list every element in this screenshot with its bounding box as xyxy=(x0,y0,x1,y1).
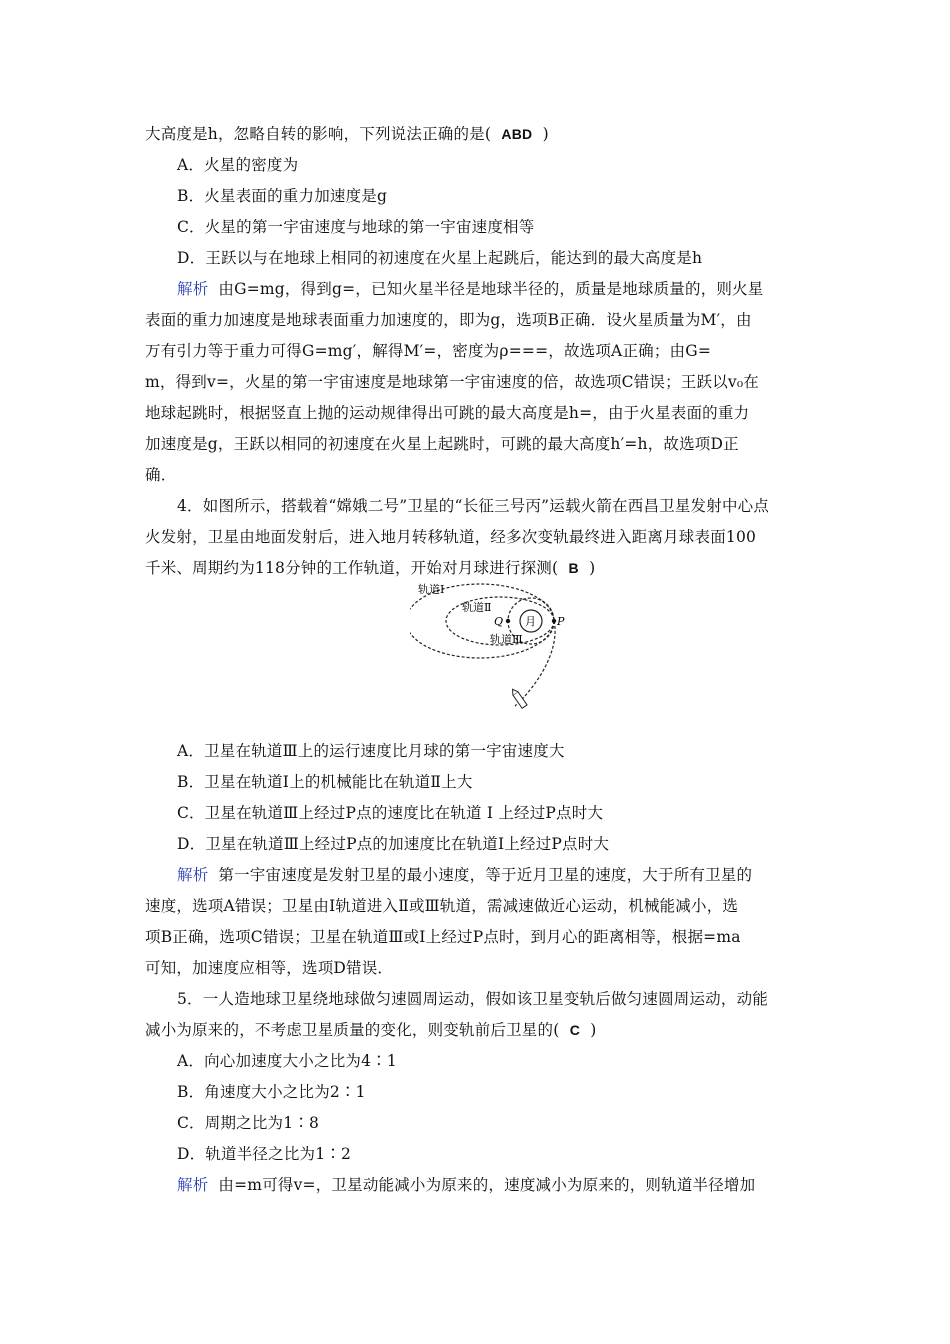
text-line: m，得到v=，火星的第一宇宙速度是地球第一宇宙速度的倍，故选项C错误；王跃以v₀在 xyxy=(145,373,759,391)
text-line: 万有引力等于重力可得G=mg′，解得M′=，密度为ρ===，故选项A正确；由G= xyxy=(145,342,712,360)
option-b: B．卫星在轨道Ⅰ上的机械能比在轨道Ⅱ上大 xyxy=(177,773,473,791)
line-text: 大高度是h，忽略自转的影响，下列说法正确的是( xyxy=(145,125,492,143)
answer-mark: B xyxy=(568,560,579,576)
analysis-label: 解析 xyxy=(177,280,209,298)
text-line xyxy=(145,124,810,144)
line-text: ) xyxy=(590,1021,597,1039)
label-moon: 月 xyxy=(525,615,536,628)
option-d: D．轨道半径之比为1∶2 xyxy=(177,1145,352,1163)
text-line: 速度，选项A错误；卫星由Ⅰ轨道进入Ⅱ或Ⅲ轨道，需减速做近心运动，机械能减小，选 xyxy=(145,897,739,915)
analysis-line xyxy=(177,279,842,299)
text-line: 项B正确，选项C错误；卫星在轨道Ⅲ或Ⅰ上经过P点时，到月心的距离相等，根据=ma xyxy=(145,928,741,946)
orbit-diagram xyxy=(410,578,600,720)
option-c: C．周期之比为1∶8 xyxy=(177,1114,320,1132)
option-a: A．火星的密度为 xyxy=(177,156,299,174)
analysis-label: 解析 xyxy=(177,1176,209,1194)
analysis-line xyxy=(177,865,842,885)
text-line: 表面的重力加速度是地球表面重力加速度的，即为g，选项B正确．设火星质量为M′，由 xyxy=(145,311,752,329)
text-line xyxy=(145,558,810,578)
analysis-label: 解析 xyxy=(177,866,209,884)
text-line: 确． xyxy=(145,466,177,484)
line-text: 由G=mg，得到g=，已知火星半径是地球半径的，质量是地球质量的，则火星 xyxy=(218,280,764,298)
label-orbit-2: 轨道Ⅱ xyxy=(462,601,492,614)
rocket-icon xyxy=(510,688,527,709)
answer-mark: C xyxy=(569,1022,581,1038)
label-point-p: P xyxy=(557,615,565,628)
label-orbit-1: 轨道Ⅰ xyxy=(418,583,445,596)
line-text: 减小为原来的，不考虑卫星质量的变化，则变轨前后卫星的( xyxy=(145,1021,560,1039)
option-a: A．向心加速度大小之比为4∶1 xyxy=(177,1052,397,1070)
line-text: ) xyxy=(589,559,596,577)
option-c: C．火星的第一宇宙速度与地球的第一宇宙速度相等 xyxy=(177,218,535,236)
option-a: A．卫星在轨道Ⅲ上的运行速度比月球的第一宇宙速度大 xyxy=(177,742,565,760)
option-c: C．卫星在轨道Ⅲ上经过P点的速度比在轨道 Ⅰ 上经过P点时大 xyxy=(177,804,604,822)
option-b: B．角速度大小之比为2∶1 xyxy=(177,1083,366,1101)
line-text: 由=m可得v=，卫星动能减小为原来的，速度减小为原来的，则轨道半径增加 xyxy=(218,1176,756,1194)
line-text: 千米、周期约为118分钟的工作轨道，开始对月球进行探测( xyxy=(145,559,559,577)
line-text: ) xyxy=(542,125,549,143)
label-point-q: Q xyxy=(494,615,504,628)
label-orbit-3: 轨道Ⅲ xyxy=(490,633,523,646)
point-p-dot xyxy=(552,619,556,623)
option-b: B．火星表面的重力加速度是g xyxy=(177,187,388,205)
option-d: D．卫星在轨道Ⅲ上经过P点的加速度比在轨道Ⅰ上经过P点时大 xyxy=(177,835,610,853)
text-line xyxy=(145,1020,810,1040)
text-line: 火发射，卫星由地面发射后，进入地月转移轨道，经多次变轨最终进入距离月球表面100 xyxy=(145,528,757,546)
text-line: 加速度是g，王跃以相同的初速度在火星上起跳时，可跳的最大高度h′=h，故选项D正 xyxy=(145,435,739,453)
line-text: 第一宇宙速度是发射卫星的最小速度，等于近月卫星的速度，大于所有卫星的 xyxy=(218,866,753,884)
question-5: 5．一人造地球卫星绕地球做匀速圆周运动，假如该卫星变轨后做匀速圆周运动，动能 xyxy=(177,990,768,1008)
analysis-line xyxy=(177,1175,842,1195)
text-line: 可知，加速度应相等，选项D错误． xyxy=(145,959,394,977)
text-line: 地球起跳时，根据竖直上抛的运动规律得出可跳的最大高度是h=，由于火星表面的重力 xyxy=(145,404,750,422)
answer-mark: ABD xyxy=(501,126,533,142)
option-d: D．王跃以与在地球上相同的初速度在火星上起跳后，能达到的最大高度是h xyxy=(177,249,703,267)
point-q-dot xyxy=(506,619,510,623)
question-4: 4．如图所示，搭载着“嫦娥二号”卫星的“长征三号丙”运载火箭在西昌卫星发射中心点 xyxy=(177,497,770,515)
